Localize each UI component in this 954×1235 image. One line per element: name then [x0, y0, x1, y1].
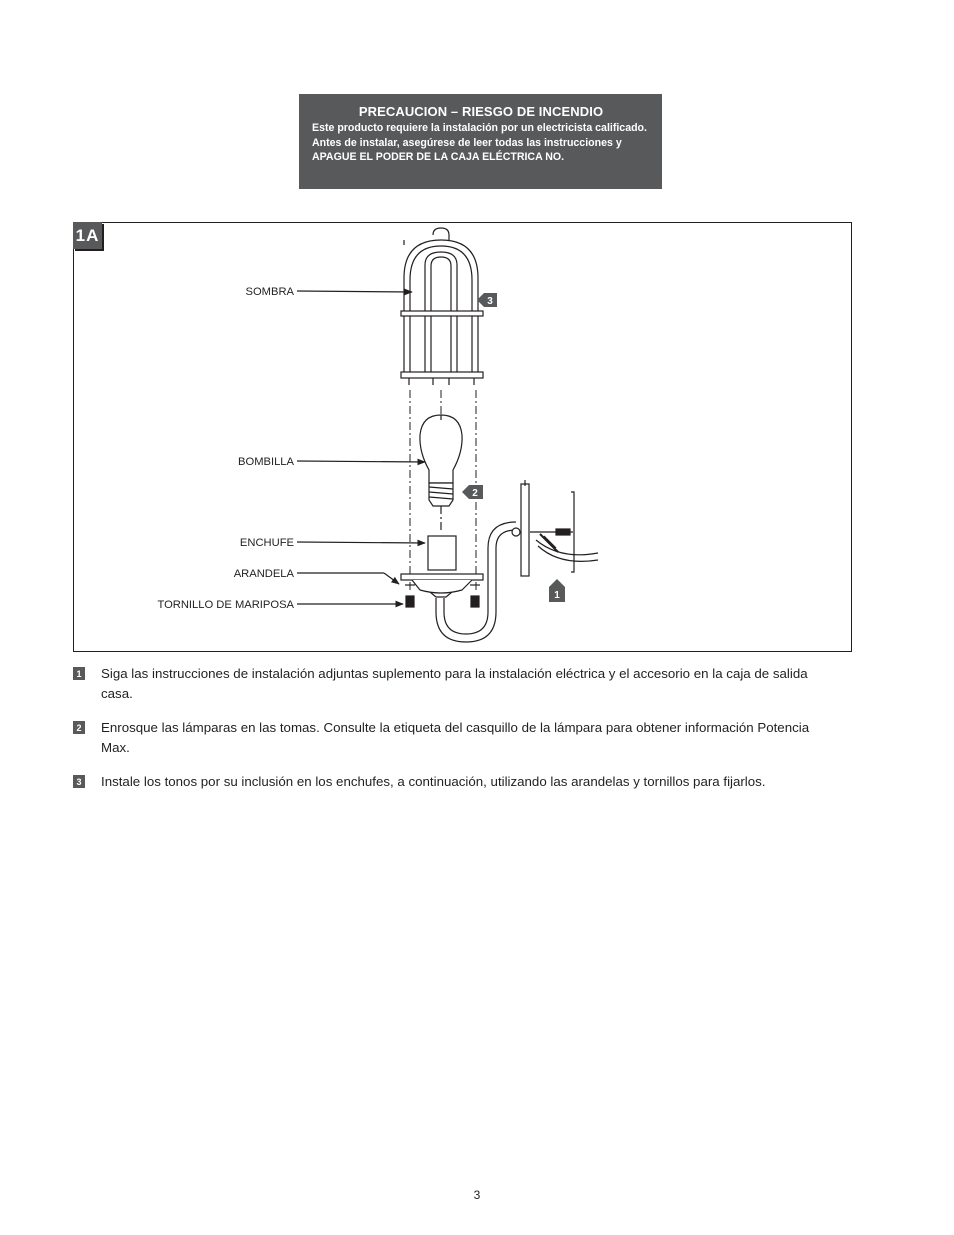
svg-text:1: 1 [554, 590, 560, 601]
step-2 [73, 718, 833, 758]
label-tornillo: TORNILLO DE MARIPOSA [157, 599, 294, 611]
badge-step-3 [477, 293, 497, 307]
step-text: Instale los tonos por su inclusión en los enchufes, a continuación, utilizando las arandelas y tornillos para fijarlos. [101, 774, 766, 789]
svg-text:2: 2 [472, 488, 478, 499]
warning-title: PRECAUCION – RIESGO DE INCENDIO [358, 104, 604, 119]
page-number: 3 [473, 1188, 481, 1202]
label-sombra: SOMBRA [245, 286, 294, 298]
bulb [420, 415, 462, 530]
warning-body: Este producto requiere la instalación por un electricista calificado. Antes de instalar, asegúrese de leer todas las instrucciones y APAGUE EL PODER DE LA CAJA ELÉCTRICA NO. [312, 122, 647, 164]
shade-cage [401, 228, 483, 385]
label-enchufe: ENCHUFE [239, 537, 294, 549]
figure-tag: 1A [73, 222, 102, 249]
step-1 [73, 664, 833, 704]
leader-lines [297, 291, 425, 604]
socket [428, 536, 456, 570]
step-number: 1 [73, 667, 85, 680]
wall-plate [512, 480, 598, 576]
badge-step-1 [549, 579, 565, 602]
badge-step-2 [462, 485, 483, 499]
step-text: Enrosque las lámparas en las tomas. Consulte la etiqueta del casquillo de la lámpara para obtener información Potencia Max. [101, 720, 810, 755]
svg-text:3: 3 [487, 296, 493, 307]
label-arandela: ARANDELA [233, 568, 294, 580]
step-text: Siga las instrucciones de instalación adjuntas suplemento para la instalación eléctrica y el accesorio en la caja de salida casa. [101, 666, 808, 701]
label-bombilla: BOMBILLA [238, 456, 294, 468]
step-number: 3 [73, 775, 85, 788]
step-number: 2 [73, 721, 85, 734]
step-3 [73, 772, 833, 792]
